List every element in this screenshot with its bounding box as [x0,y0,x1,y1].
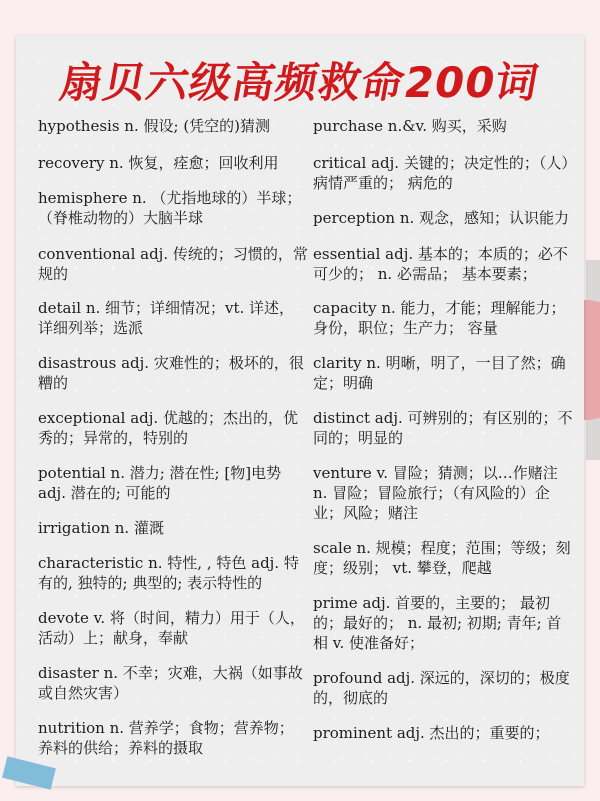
word-entry-conventional: conventional adj. 传统的；习惯的，常规的 [38,245,308,283]
word-entry-profound: profound adj. 深远的，深切的；极度的，彻底的 [313,669,570,707]
word-entry-disastrous: disastrous adj. 灾难性的；极坏的，很糟的 [38,354,304,392]
word-entry-venture: venture v. 冒险；猜测；以…作赌注 n. 冒险；冒险旅行；（有风险的）企业；风险；赌注 [313,464,558,522]
word-entry-potential: potential n. 潜力; 潜在性; [物]电势 adj. 潜在的; 可能的 [38,464,282,502]
word-entry-clarity: clarity n. 明晰，明了，一目了然；确定；明确 [313,354,566,392]
word-entry-prime: prime adj. 首要的，主要的； 最初的；最好的； n. 最初; 初期; 青年; 首相 v. 使准备好； [313,594,562,652]
word-entry-devote: devote v. 将（时间，精力）用于（人，活动）上；献身，奉献 [38,609,305,647]
word-entry-disaster: disaster n. 不幸；灾难，大祸（如事故或自然灾害） [38,664,303,702]
word-entry-purchase: purchase n.&v. 购买，采购 [313,117,507,135]
word-entry-irrigation: irrigation n. 灌溉 [38,519,164,537]
word-entry-capacity: capacity n. 能力，才能；理解能力；身份，职位；生产力； 容量 [313,299,566,337]
word-entry-characteristic: characteristic n. 特性, , 特色 adj. 特有的, 独特的; 典型的; 表示特性的 [38,554,299,592]
word-entry-hypothesis: hypothesis n. 假设; (凭空的)猜测 [38,117,271,135]
word-entry-hemisphere: hemisphere n. （尤指地球的）半球；（脊椎动物的）大脑半球 [38,189,302,227]
word-entry-detail: detail n. 细节；详细情况；vt. 详述，详细列举；选派 [38,299,295,337]
word-entry-scale: scale n. 规模；程度；范围；等级；刻度；级别； vt. 攀登，爬越 [313,539,571,577]
vocabulary-card [16,36,584,786]
word-entry-nutrition: nutrition n. 营养学；食物；营养物；养料的供给；养料的摄取 [38,719,294,757]
page-title: 扇贝六级高频救命200词 [56,58,543,107]
word-entry-essential: essential adj. 基本的；本质的；必不可少的； n. 必需品； 基本要素； [313,245,568,283]
word-entry-exceptional: exceptional adj. 优越的；杰出的，优秀的；异常的，特别的 [38,409,298,447]
word-entry-perception: perception n. 观念，感知；认识能力 [313,209,570,227]
word-entry-critical: critical adj. 关键的；决定性的；（人）病情严重的； 病危的 [313,154,569,192]
word-entry-prominent: prominent adj. 杰出的；重要的； [313,724,550,742]
word-entry-distinct: distinct adj. 可辨别的；有区别的；不同的；明显的 [313,409,573,447]
word-entry-recovery: recovery n. 恢复，痊愈；回收利用 [38,154,279,172]
